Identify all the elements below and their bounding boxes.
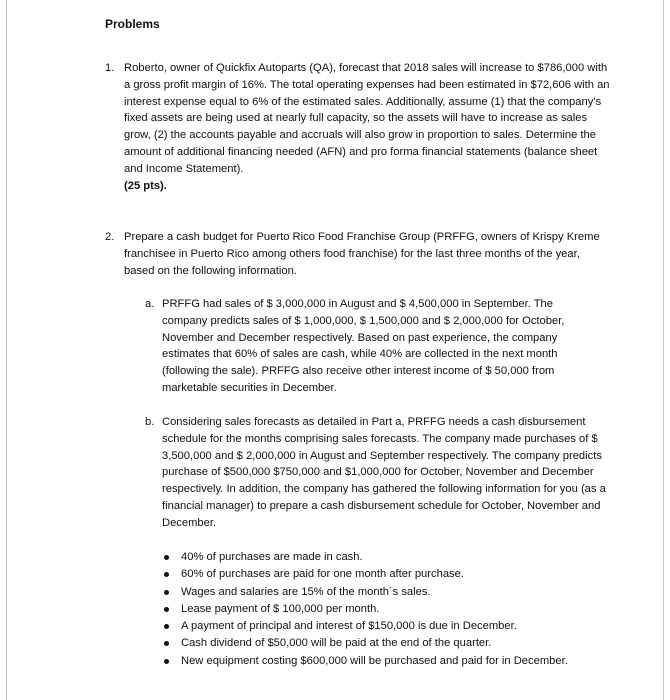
problem-1-body: Roberto, owner of Quickfix Autoparts (QA), forecast that 2018 sales will increase to $786,000 with a gross profit margin of 16%. The total operating expenses had been estimated in $72,606 with an interest expense equal to 6% of the estimated sales. Additionally, assume (1) that the company’s fixed assets are being used at nearly full capacity, so the assets will have to increase as sales grow, (2) the accounts payable and accruals will also grow in proportion to sales. Determine the amount of additional financing needed (AFN) and pro forma financial statements (balance sheet and Income Statement). xyxy=(124,62,610,175)
list-item-text: 60% of purchases are paid for one month after purchase. xyxy=(181,568,464,581)
problem-2 xyxy=(124,229,607,279)
list-item xyxy=(163,653,633,670)
bullet-icon xyxy=(164,607,169,612)
problem-1-number: 1. xyxy=(105,62,115,74)
bullet-icon xyxy=(164,572,169,577)
list-item xyxy=(163,635,633,652)
part-a xyxy=(162,296,596,397)
list-item xyxy=(163,584,633,601)
list-item xyxy=(163,549,633,566)
bullet-icon xyxy=(164,590,169,595)
bullet-icon xyxy=(164,641,169,646)
part-b-label: b. xyxy=(145,416,155,428)
bullet-icon xyxy=(164,624,169,629)
list-item xyxy=(163,601,633,618)
part-a-text: PRFFG had sales of $ 3,000,000 in August and $ 4,500,000 in September. The company predicts sales of $ 1,000,000, $ 1,500,000 and $ 2,000,000 for October, November and December respectively. Based on past experience, the company estimates that 60% of sales are cash, while 40% are collected in the next month (following the sale). PRFFG also receive other interest income of $ 50,000 from marketable securities in December. xyxy=(162,298,565,394)
problem-2-number: 2. xyxy=(105,231,115,243)
list-item xyxy=(163,618,633,635)
document-page xyxy=(6,0,664,700)
bullet-icon xyxy=(164,659,169,664)
problem-1-text xyxy=(124,60,610,194)
part-a-label: a. xyxy=(145,298,155,310)
list-item-text: A payment of principal and interest of $150,000 is due in December. xyxy=(181,620,517,633)
list-item-text: New equipment costing $600,000 will be purchased and paid for in December. xyxy=(181,654,568,667)
bullet-icon xyxy=(164,555,169,560)
list-item-text: Cash dividend of $50,000 will be paid at the end of the quarter. xyxy=(181,637,492,650)
list-item-text: 40% of purchases are made in cash. xyxy=(181,551,363,563)
list-item-text: Lease payment of $ 100,000 per month. xyxy=(181,602,380,615)
list-item xyxy=(163,566,633,583)
problem-1-points: (25 pts). xyxy=(124,179,167,192)
page-title: Problems xyxy=(105,17,160,31)
list-item-text: Wages and salaries are 15% of the month´s sales. xyxy=(181,585,431,598)
problem-2-text: Prepare a cash budget for Puerto Rico Food Franchise Group (PRFFG, owners of Krispy Kreme franchisee in Puerto Rico among others food franchise) for the last three months of the year, based on the following information. xyxy=(124,231,600,277)
part-b xyxy=(162,414,609,532)
disbursement-info-list xyxy=(163,549,633,670)
part-b-text: Considering sales forecasts as detailed in Part a, PRFFG needs a cash disbursement schedule for the months comprising sales forecasts. The company made purchases of $ 3,500,000 and $ 2,000,000 in August and September respectively. The company predicts purchase of $500,000 $750,000 and $1,000,000 for October, November and December respectively. In addition, the company has gathered the following information for you (as a financial manager) to prepare a cash disbursement schedule for October, November and December. xyxy=(162,416,606,529)
problem-1 xyxy=(124,60,610,194)
